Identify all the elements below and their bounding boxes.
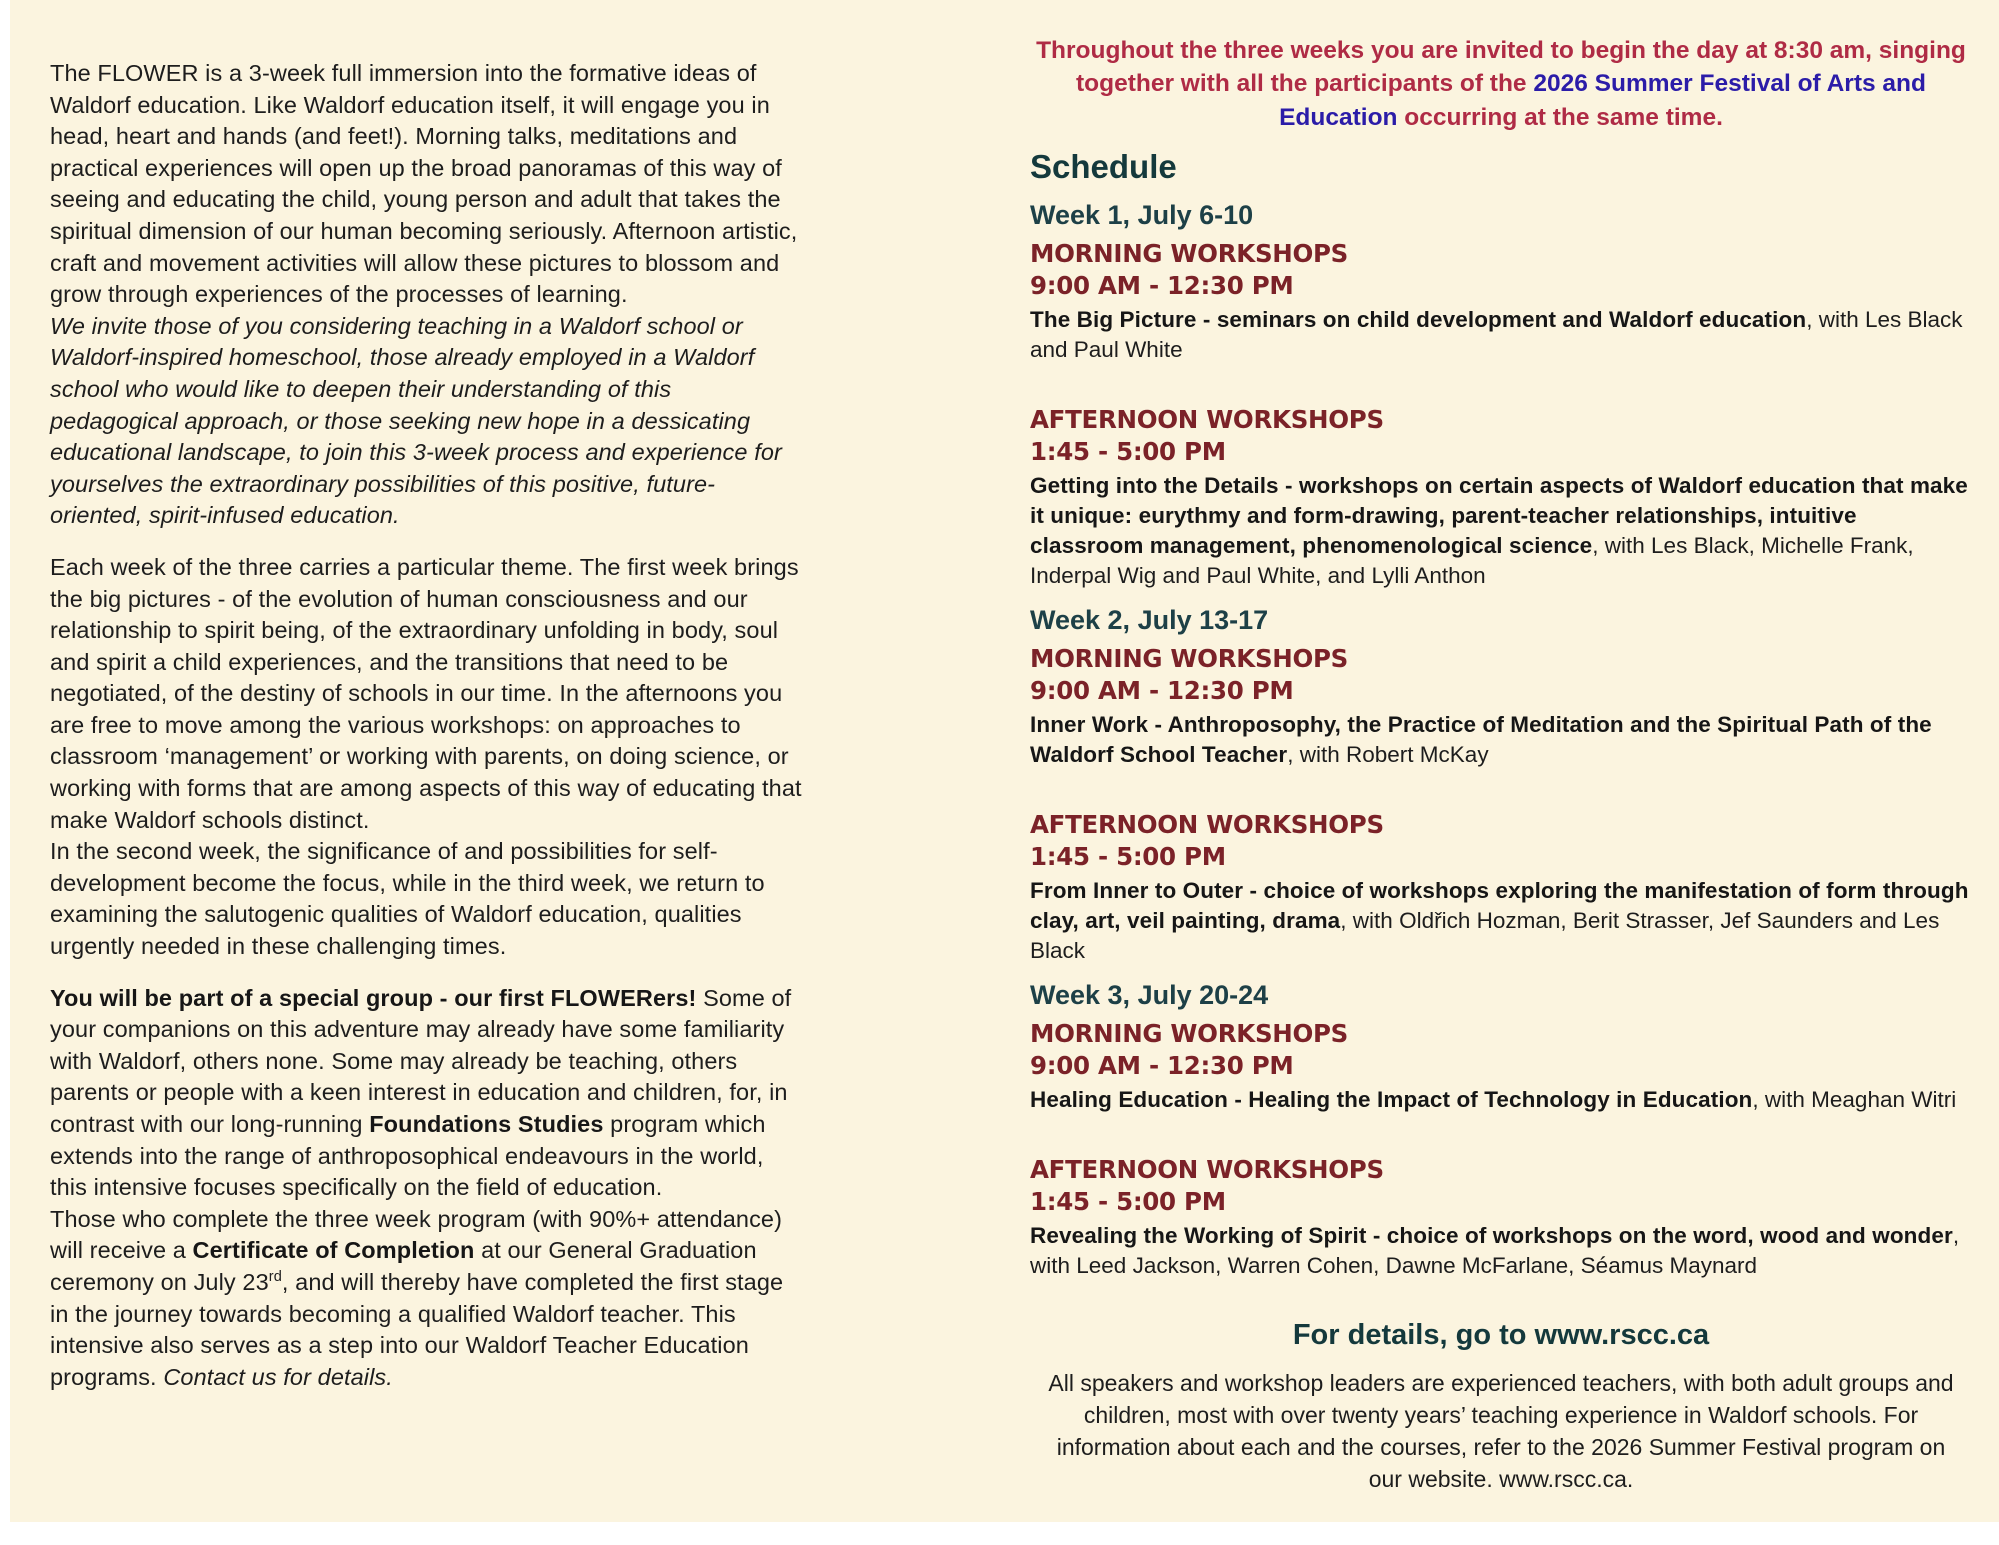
session-label: MORNING WORKSHOPS: [1030, 238, 1349, 268]
session-time: 1:45 - 5:00 PM: [1030, 1187, 1226, 1217]
ordinal-superscript: rd: [268, 1269, 282, 1286]
session-description: [1030, 710, 1972, 770]
intro-text-2: occurring at the same time.: [1397, 103, 1723, 131]
session-description: [1030, 876, 1972, 966]
week-2-afternoon-session: [1030, 810, 1972, 966]
certificate-text-1: Those who complete the three week program (with 90%+ attendance) will receive a: [50, 1205, 783, 1264]
session-title-bold: The Big Picture - seminars on child development and Waldorf education: [1030, 306, 1807, 332]
week-1-heading: Week 1, July 6-10: [1030, 199, 1254, 230]
flyer-page: [10, 0, 1999, 1522]
session-presenters: , with Les Black, Michelle Frank, Inderpal Wig and Paul White, and Lylli Anthon: [1030, 533, 1914, 589]
session-description: [1030, 1085, 1972, 1115]
certificate-of-completion-bold: Certificate of Completion: [192, 1237, 475, 1264]
session-presenters: , with Oldřich Hozman, Berit Strasser, Jef Saunders and Les Black: [1030, 908, 1940, 964]
session-title-bold: Inner Work - Anthroposophy, the Practice of Meditation and the Spiritual Path of the Waldorf School Teacher: [1030, 712, 1932, 768]
schedule-title: Schedule: [1030, 147, 1177, 185]
session-time: 9:00 AM - 12:30 PM: [1030, 270, 1294, 300]
session-label: MORNING WORKSHOPS: [1030, 644, 1349, 674]
singing-invitation-note: [1030, 34, 1972, 134]
special-group-text-2: program which extends into the range of anthroposophical endeavours in the world, this intensive focuses specifically on the field of education.: [50, 1111, 766, 1201]
right-column: [1030, 34, 1972, 1495]
session-description: [1030, 1221, 1972, 1281]
session-presenters: , with Robert McKay: [1287, 742, 1489, 768]
session-time: 1:45 - 5:00 PM: [1030, 437, 1226, 466]
program-description-paragraph: [50, 58, 802, 532]
session-time: 1:45 - 5:00 PM: [1030, 842, 1226, 872]
special-group-lead: You will be part of a special group - our first FLOWERers!: [50, 984, 697, 1011]
week-1-section: [1030, 200, 1972, 591]
session-time: 9:00 AM - 12:30 PM: [1030, 1051, 1294, 1081]
second-third-week-text: In the second week, the significance of and possibilities for self-development become the focus, while in the third week, we return to examining the salutogenic qualities of Waldorf education, qualities urgently needed in these challenging times.: [50, 838, 765, 960]
left-column: [50, 58, 802, 1408]
session-presenters: , with Leed Jackson, Warren Cohen, Dawne McFarlane, Séamus Maynard: [1030, 1223, 1960, 1279]
session-label: AFTERNOON WORKSHOPS: [1030, 810, 1384, 840]
certificate-paragraph: [50, 1204, 802, 1394]
session-description: [1030, 471, 1972, 591]
week-3-afternoon-session: [1030, 1155, 1972, 1281]
week-3-section: [1030, 980, 1972, 1281]
certificate-text-3: , and will thereby have completed the first stage in the journey towards becoming a qualified Waldorf teacher. This intensive also serves as a step into our Waldorf Teacher Education programs.: [50, 1268, 784, 1390]
intro-text-1: Throughout the three weeks you are invited to begin the day at 8:30 am, singing together with all the participants of the: [1036, 37, 1966, 98]
contact-us-italic: Contact us for details.: [163, 1363, 393, 1390]
details-website-heading: For details, go to www.rscc.ca: [1292, 1319, 1710, 1352]
session-label: AFTERNOON WORKSHOPS: [1030, 405, 1384, 434]
week-2-section: [1030, 605, 1972, 966]
week-2-heading: Week 2, July 13-17: [1030, 605, 1269, 636]
session-title-bold: Revealing the Working of Spirit - choice of workshops on the word, wood and wonder: [1030, 1223, 1953, 1249]
weekly-themes-text: Each week of the three carries a particular theme. The first week brings the big pictures - of the evolution of human consciousness and our relationship to spirit being, of the extraordinary unfolding in body, soul and spirit a child experiences, and the transitions that need to be negotiated, of the destiny of schools in our time. In the afternoons you are free to move among the various workshops: on approaches to classroom ‘management’ or working with parents, on doing science, or working with forms that are among aspects of this way of educating that make Waldorf schools distinct.: [50, 553, 802, 833]
session-label: MORNING WORKSHOPS: [1030, 1019, 1349, 1049]
week-3-morning-session: [1030, 1019, 1972, 1115]
foundations-studies-bold: Foundations Studies: [369, 1111, 604, 1137]
special-group-paragraph: [50, 983, 802, 1394]
session-label: AFTERNOON WORKSHOPS: [1030, 1155, 1384, 1185]
invitation-italic-text: We invite those of you considering teaching in a Waldorf school or Waldorf-inspired homeschool, those already employed in a Waldorf school who would like to deepen their understanding of this pedagogical approach, or those seeking new hope in a dessicating educational landscape, to join this 3-week process and experience for yourselves the extraordinary possibilities of this positive, future-oriented, spirit-infused education.: [50, 312, 782, 529]
session-time: 9:00 AM - 12:30 PM: [1030, 676, 1294, 706]
session-presenters: , with Meaghan Witri: [1752, 1087, 1957, 1113]
summer-festival-highlight: 2026 Summer Festival of Arts and Education: [1279, 70, 1926, 131]
weekly-themes-paragraph: [50, 552, 802, 963]
week-3-heading: Week 3, July 20-24: [1030, 980, 1269, 1011]
week-1-morning-session: [1030, 239, 1972, 365]
speakers-footer-note: All speakers and workshop leaders are experienced teachers, with both adult groups and children, most with over twenty years’ teaching experience in Waldorf schools. For information about each and the courses, refer to the 2026 Summer Festival program on our website. www.rscc.ca.: [1048, 1370, 1954, 1492]
special-group-text-1: Some of your companions on this adventure may already have some familiarity with Waldorf, others none. Some may already be teaching, others parents or people with a keen interest in education and children, for, in contrast with our long-running: [50, 984, 792, 1137]
certificate-text-2: at our General Graduation ceremony on July 23: [50, 1237, 757, 1295]
week-1-afternoon-session: [1030, 405, 1972, 591]
session-description: [1030, 305, 1972, 365]
session-title-bold: Getting into the Details - workshops on certain aspects of Waldorf education that make it unique: eurythmy and form-drawing, parent-teacher relationships, intuitive classroom management, phenomenological science: [1030, 473, 1968, 559]
week-2-morning-session: [1030, 644, 1972, 770]
session-presenters: , with Les Black and Paul White: [1030, 306, 1963, 362]
program-description-text: The FLOWER is a 3-week full immersion into the formative ideas of Waldorf education. Like Waldorf education itself, it will engage you in head, heart and hands (and feet!). Morning talks, meditations and practical experiences will open up the broad panoramas of this way of seeing and educating the child, young person and adult that takes the spiritual dimension of our human becoming seriously. Afternoon artistic, craft and movement activities will allow these pictures to blossom and grow through experiences of the processes of learning.: [50, 60, 798, 308]
session-title-bold: From Inner to Outer - choice of workshops exploring the manifestation of form through clay, art, veil painting, drama: [1030, 878, 1969, 934]
session-title-bold: Healing Education - Healing the Impact of Technology in Education: [1030, 1087, 1753, 1113]
